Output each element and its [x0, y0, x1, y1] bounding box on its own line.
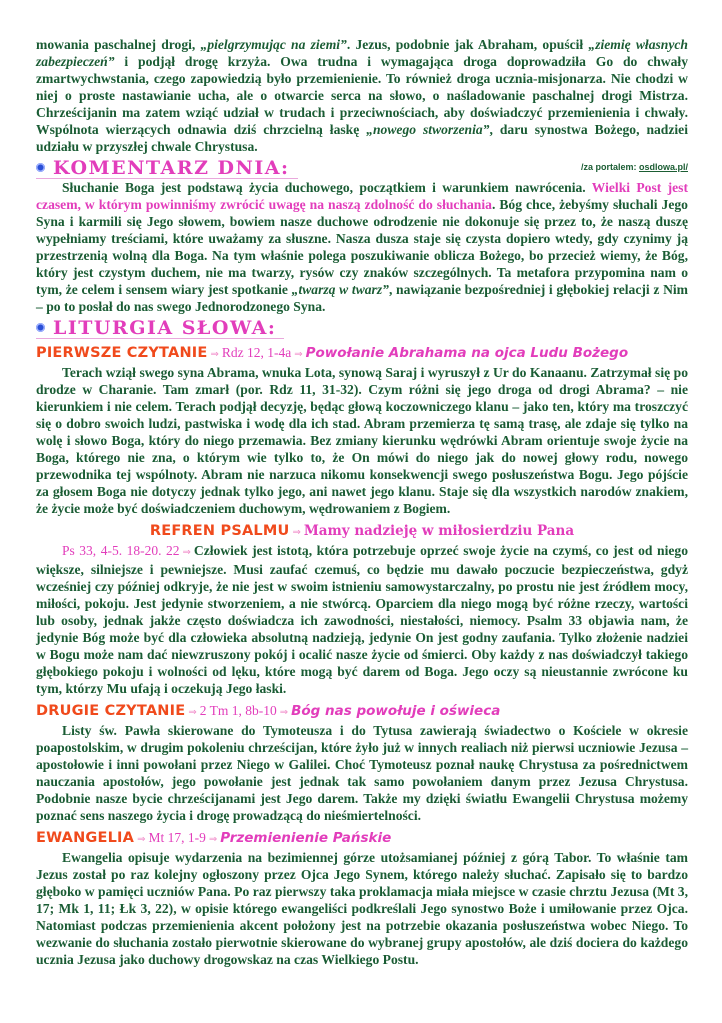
arrow-icon: ⇒: [294, 349, 303, 360]
intro-text: i podjął drogę krzyża. Owa trudna i wymagająca droga doprowadziła Go do chwały zmartwychwstania, czego zapowiedzią było przemienienie. To również droga ucznia-misjonarza. Nie chodzi w niej o proste nastawianie ucha, ale o otwarcie serca na słowo, o naśladowanie paschalnej drogi Mistrza. Chrześcijanin ma zatem wziąć udział w trudach i przeciwnościach, aby doświadczyć przemienienia i chwały. Wspólnota wierzących odnawia dziś chrzcielną łaskę: [36, 54, 688, 137]
source-prefix: /za portalem:: [580, 162, 639, 172]
first-reading-subtitle: Powołanie Abrahama na ojca Ludu Bożego: [305, 345, 629, 361]
intro-text: mowania paschalnej drogi,: [36, 37, 201, 52]
intro-quote: „ziemię własnych zabezpieczeń”: [36, 37, 688, 69]
gospel-header: [36, 829, 688, 849]
gospel-subtitle: Przemienienie Pańskie: [220, 830, 392, 846]
intro-text: , daru synostwa Bożego, nadziei udziału w przyszłej chwale Chrystusa.: [36, 122, 688, 154]
liturgia-title-wrap: [36, 318, 284, 339]
komentarz-text: . Bóg chce, żebyśmy słuchali Jego Syna i karmili się Jego słowem, bowiem nasze duchowe odrodzenie nie dokonuje się przez to, że naszą duszę wypełniamy treściami, które uważamy za słuszne. Nasza dusza staje się czysta dopiero wtedy, gdy czynimy ją przestrzenią wolną dla Boga. Na tym właśnie polega poszukiwanie oblicza Bożego, bo przecież wiemy, że Bóg, który jest czystym duchem, nie ma twarzy, rysów czy znaków szczególnych. Ta metafora przypomina nam o tym, że celem i sensem wiary jest spotkanie: [36, 197, 688, 297]
arrow-icon: ⇒: [137, 834, 146, 845]
second-reading-text: Listy św. Pawła skierowane do Tymoteusza i do Tytusa zawierają świadectwo o Kościele w okresie poapostolskim, w drugim pokoleniu chrześcijan, które żyło już w innych realiach niż pierwsi uczniowie Jezusa – apostołowie i inni powołani przez Niego w Galilei. Choć Tymoteusz poznał naukę Chrystusa za pośrednictwem nauczania apostołów, jego powołanie jest jednak tak samo powołaniem danym przez Jezusa Chrystusa. Podobnie nasze bycie chrześcijanami jest Jego darem. Także my dzięki światłu Ewangelii Chrystusa możemy poznać sens naszego życia i drogę prowadzącą do nieśmiertelności.: [36, 723, 688, 823]
psalm-paragraph: [36, 542, 688, 697]
liturgia-header: [36, 319, 688, 339]
komentarz-text: , nawiązanie bezpośredniej i głębokiej relacji z Nim – po to posłał do nas swego Jednorodzonego Syna.: [36, 282, 688, 314]
psalm-label: REFREN PSALMU: [149, 523, 290, 539]
komentarz-header: [36, 159, 688, 179]
source-link[interactable]: osdlowa.pl/: [638, 162, 688, 172]
komentarz-text: Słuchanie Boga jest podstawą życia duchowego, początkiem i warunkiem nawrócenia.: [62, 180, 592, 195]
intro-paragraph: [36, 36, 688, 155]
intro-quote: „pielgrzymując na ziemi”: [200, 37, 347, 52]
psalm-ref: Ps 33, 4-5. 18-20. 22: [62, 543, 180, 558]
second-reading-subtitle: Bóg nas powołuje i oświeca: [291, 703, 501, 719]
cross-bullet-icon: [36, 163, 45, 172]
arrow-icon: ⇒: [208, 834, 218, 845]
psalm-text: Człowiek jest istotą, która potrzebuje oprzeć swoje życie na czymś, co jest od niego większe, silniejsze i pewniejsze. Musi zaufać czemuś, co będzie mu dawało poczucie bezpieczeństwa, gdyż wcześniej czy później odkryje, że nie jest w swoim istnieniu samowystarczalny, po prostu nie jest źródłem mocy, miłości, pokoju. Jest jedynie stworzeniem, a nie stwórcą. Oparciem dla niego mogą być różne rzeczy, wartości lub osoby, jednak jakże często doświadcza ich zawodności, niestałości, niemocy. Psalm 33 objawia nam, że jedynie Bóg może być dla człowieka absolutną nadzieją, jedynie On jest godny zaufania. Tylko złożenie nadziei w Bogu może nam dać niewzruszony pokój i ocalić nasze życie od śmierci. Oby każdy z nas doświadczył takiego głębokiego pokoju i wolności od lęku, które mogą być darem od Boga. Jego oczy są nieustannie zwrócone ku tym, którzy Mu ufają i oczekują Jego łaski.: [36, 543, 688, 696]
first-reading-text: Terach wziął swego syna Abrama, wnuka Lota, synową Saraj i wyruszył z Ur do Kanaanu. Zatrzymał się po drodze w Charanie. Tam zmarł (por. Rdz 11, 31-32). Czym różni się jego droga od drogi Abrama? – nie kierunkiem i nie celem. Terach podjął decyzję, będąc głową koczowniczego klanu – jako ten, który ma troszczyć się o dobro swoich ludzi, pastwiska i wodę dla ich stad. Abram przemierza tę samą trasę, ale zdaje się tylko na wolę i słowo Boga, który do niego przemawia. Bez zmiany kierunku wędrówki Abram orientuje swoje życie na Boga, którego nie zna, o którym wie tylko to, że On mówi do niego jak do nowej głowy rodu, nowego przewodnika tej wspólnoty. Abram nie narzuca nikomu konsekwencji swego posłuszeństwa Bogu. Jego pójście za głosem Boga nie dotyczy jednak tylko jego, ani nawet jego klanu. Staje się dla wszystkich narodów znakiem, że życie może być doświadczeniem duchowym, wędrowaniem z Bogiem.: [36, 365, 688, 516]
gospel-label: EWANGELIA: [36, 830, 135, 846]
first-reading-header: [36, 344, 688, 364]
liturgia-title: LITURGIA SŁOWA:: [53, 317, 277, 339]
cross-bullet-icon: [36, 323, 45, 332]
komentarz-highlight: Wielki Post jest czasem, w którym powinniśmy zwrócić uwagę na naszą zdolność do słuchania: [36, 180, 688, 212]
document-page: [36, 36, 688, 968]
second-reading-label: DRUGIE CZYTANIE: [36, 703, 186, 719]
arrow-icon: ⇒: [182, 547, 191, 558]
psalm-header: [36, 522, 688, 542]
intro-text: . Jezus, podobnie jak Abraham, opuścił: [346, 37, 589, 52]
komentarz-title-wrap: [36, 158, 298, 179]
psalm-refrain: Mamy nadzieję w miłosierdziu Pana: [303, 523, 575, 539]
arrow-icon: ⇒: [292, 527, 301, 538]
arrow-icon: ⇒: [279, 707, 289, 718]
second-reading-header: [36, 702, 688, 722]
gospel-ref: Mt 17, 1-9: [148, 830, 206, 845]
first-reading-label: PIERWSZE CZYTANIE: [36, 345, 208, 361]
arrow-icon: ⇒: [188, 707, 197, 718]
first-reading-ref: Rdz 12, 1-4a: [221, 345, 292, 360]
komentarz-title: KOMENTARZ DNIA:: [53, 157, 290, 179]
source-attribution: [581, 159, 688, 176]
second-reading-ref: 2 Tm 1, 8b-10: [199, 703, 277, 718]
arrow-icon: ⇒: [210, 349, 219, 360]
komentarz-quote: „twarzą w twarz”: [291, 282, 389, 297]
komentarz-paragraph: [36, 179, 688, 315]
intro-quote: „nowego stworzenia”: [366, 122, 490, 137]
gospel-text: Ewangelia opisuje wydarzenia na bezimiennej górze utożsamianej później z górą Tabor. To właśnie tam Jezus został po raz kolejny ogłoszony przez Ojca Jego Synem, którego należy słuchać. Zapisało się to bardzo głęboko w pamięci uczniów Pana. Po raz pierwszy taka proklamacja miała miejsce w czasie chrztu Jezusa (Mt 3, 17; Mk 1, 11; Łk 3, 22), w opisie którego ewangeliści podkreślali Jego synostwo Boże i umiłowanie przez Ojca. Natomiast podczas przemienienia akcent położony jest na potrzebie okazania posłuszeństwa wobec Niego. To wezwanie do słuchania zostało pierwotnie skierowane do wybranej grupy apostołów, ale dziś dociera do każdego ucznia Jezusa jako duchowy drogowskaz na czas Wielkiego Postu.: [36, 850, 688, 967]
